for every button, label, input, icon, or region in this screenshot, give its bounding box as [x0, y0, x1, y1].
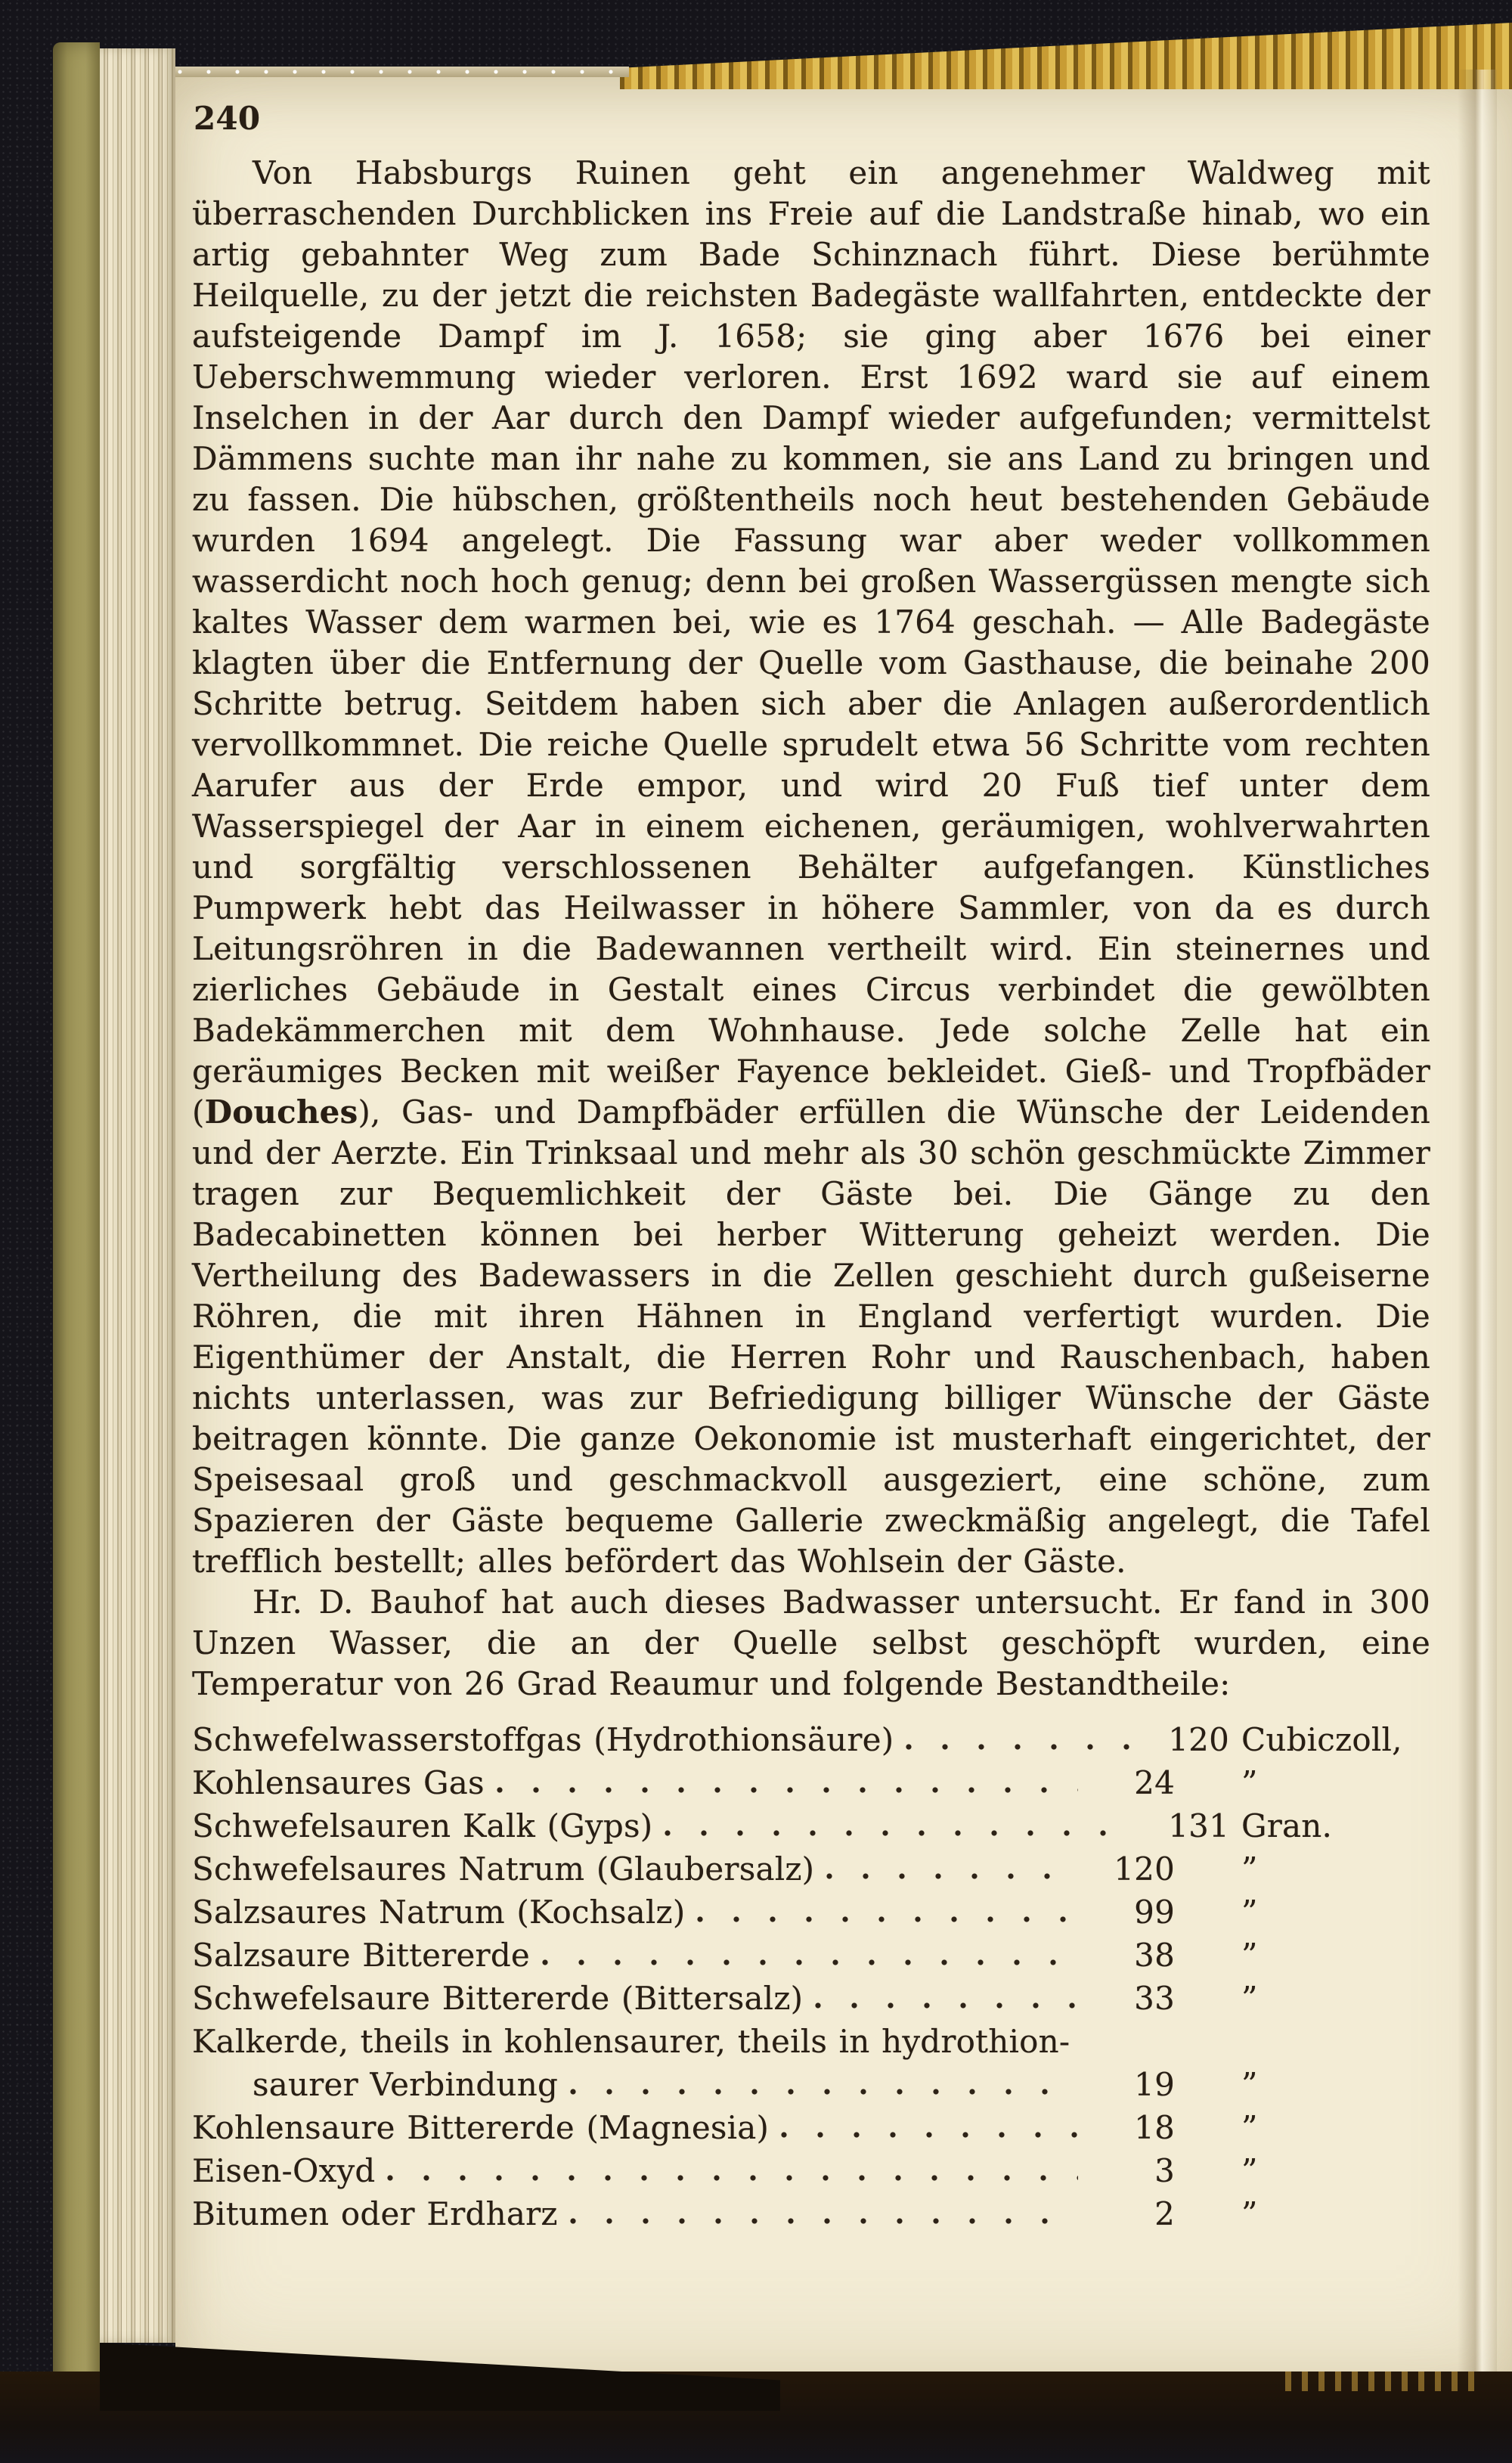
substance-unit: ”: [1241, 1850, 1258, 1888]
substance-label: Salzsaures Natrum (Kochsalz): [192, 1894, 686, 1931]
substance-unit: ”: [1241, 2195, 1258, 2232]
substance-unit: Cubiczoll,: [1241, 1721, 1402, 1758]
substance-label: saurer Verbindung: [253, 2066, 559, 2103]
substance-label: Schwefelsauren Kalk (Gyps): [192, 1807, 653, 1844]
substance-unit: ”: [1241, 1980, 1258, 2017]
substance-value: 33: [1134, 1980, 1175, 2017]
substance-label: Salzsaure Bittererde: [192, 1937, 530, 1974]
page-crease: [1458, 70, 1497, 2371]
bold-term: Douches: [204, 1093, 358, 1131]
substance-label: Schwefelsaure Bittererde (Bittersalz): [192, 1980, 804, 2017]
table-row: [192, 1847, 1430, 1891]
dot-leader: [542, 1958, 1078, 1967]
dot-leader: [497, 1785, 1078, 1795]
substance-label: Schwefelwasserstoffgas (Hydrothionsäure): [192, 1721, 894, 1758]
substance-unit: ”: [1241, 2066, 1258, 2103]
gilt-top-edge: [620, 23, 1512, 89]
substance-value: 3: [1154, 2152, 1175, 2189]
substance-unit: Gran.: [1241, 1807, 1333, 1844]
substance-unit: ”: [1241, 1764, 1258, 1801]
page-content: [192, 98, 1430, 2235]
dot-leader: [570, 2087, 1078, 2096]
page-edge-stack: [100, 48, 175, 2343]
table-row: [192, 2192, 1430, 2235]
substance-value: 120: [1168, 1721, 1229, 1758]
dot-leader: [781, 2130, 1078, 2139]
substance-unit: ”: [1241, 2152, 1258, 2189]
paragraph-1: Von Habsburgs Ruinen geht ein angenehmer Waldweg mit überraschenden Durchblicken ins Freie auf die Landstraße hinab, wo ein artig gebahnter Weg zum Bade Schinznach führt. Diese berühmte Heilquelle, zu der jetzt die reichsten Badegäste wallfahrten, entdeckte der aufsteigende Dampf im J. 1658; sie ging aber 1676 bei einer Ueberschwemmung wieder verloren. Erst 1692 ward sie auf einem Inselchen in der Aar durch den Dampf wieder aufgefunden; vermittelst Dämmens suchte man ihr nahe zu kommen, sie ans Land zu bringen und zu fassen. Die hübschen, größtentheils noch heut bestehenden Gebäude wurden 1694 angelegt. Die Fassung war aber weder vollkommen wasserdicht noch hoch genug; denn bei großen Wassergüssen mengte sich kaltes Wasser dem warmen bei, wie es 1764 geschah. — Alle Badegäste klagten über die Entfernung der Quelle vom Gasthause, die beinahe 200 Schritte betrug. Seitdem haben sich aber die Anlagen außerordentlich vervollkommnet. Die reiche Quelle sprudelt etwa 56 Schritte vom rechten Aarufer aus der Erde empor, und wird 20 Fuß tief unter dem Wasserspiegel der Aar in einem eichenen, geräumigen, wohlverwahrten und sorgfältig verschlossenen Behälter aufgefangen. Künstliches Pumpwerk hebt das Heilwasser in höhere Sammler, von da es durch Leitungsröhren in die Badewannen vertheilt wird. Ein steinernes und zierliches Gebäude in Gestalt eines Circus verbindet die gewölbten Badekämmerchen mit dem Wohnhause. Jede solche Zelle hat ein geräumiges Becken mit weißer Fayence bekleidet. Gieß- und Tropfbäder (Douches), Gas- und Dampfbäder erfüllen die Wünsche der Leidenden und der Aerzte. Ein Trinksaal und mehr als 30 schön geschmückte Zimmer tragen zur Bequemlichkeit der Gäste bei. Die Gänge zu den Badecabinetten können bei herber Witterung geheizt werden. Die Vertheilung des Badewassers in die Zellen geschieht durch gußeiserne Röhren, die mit ihren Hähnen in England verfertigt wurden. Die Eigenthümer der Anstalt, die Herren Rohr und Rauschenbach, haben nichts unterlassen, was zur Befriedigung billiger Wünsche der Gäste beitragen könnte. Die ganze Oekonomie ist musterhaft eingerichtet, der Speisesaal groß und geschmackvoll ausgeziert, eine schöne, zum Spazieren der Gäste bequeme Gallerie zweckmäßig angelegt, die Tafel trefflich bestellt; alles befördert das Wohlsein der Gäste.: [192, 154, 1430, 1580]
substance-unit: ”: [1241, 2109, 1258, 2146]
bottom-gilt-edge: [1285, 2371, 1482, 2391]
table-row: [192, 1977, 1430, 2020]
substance-label: Bitumen oder Erdharz: [192, 2195, 558, 2232]
dot-leader: [665, 1829, 1132, 1838]
substance-label: Kohlensaures Gas: [192, 1764, 485, 1801]
dot-leader: [570, 2216, 1078, 2226]
paragraph-2: Hr. D. Bauhof hat auch dieses Badwasser untersucht. Er fand in 300 Unzen Wasser, die an der Quelle selbst geschöpft wurden, eine Temperatur von 26 Grad Reaumur und folgende Bestandtheile:: [192, 1584, 1430, 1702]
table-row: [192, 2063, 1430, 2106]
table-row-prefix: Kalkerde, theils in kohlensaurer, theils in hydrothion-: [192, 2023, 1070, 2060]
substance-unit: ”: [1241, 1937, 1258, 1974]
substance-value: 99: [1134, 1894, 1175, 1931]
table-row: [192, 1804, 1430, 1847]
substance-unit: ”: [1241, 1894, 1258, 1931]
dot-leader: [906, 1742, 1132, 1751]
dot-leader: [387, 2173, 1078, 2182]
substance-value: 2: [1154, 2195, 1175, 2232]
substance-label: Eisen-Oxyd: [192, 2152, 376, 2189]
table-row: [192, 1718, 1430, 1761]
analysis-table: [192, 1718, 1430, 2235]
substance-value: 24: [1134, 1764, 1175, 1801]
book-cover-edge: [53, 42, 100, 2396]
substance-label: Kohlensaure Bittererde (Magnesia): [192, 2109, 770, 2146]
substance-value: 38: [1134, 1937, 1175, 1974]
substance-value: 131: [1168, 1807, 1229, 1844]
dot-leader: [815, 2001, 1078, 2010]
page-top-edge-line: [175, 67, 629, 77]
substance-value: 120: [1114, 1850, 1175, 1888]
table-row: [192, 2106, 1430, 2149]
substance-value: 19: [1134, 2066, 1175, 2103]
table-row: [192, 1891, 1430, 1934]
dot-leader: [826, 1872, 1078, 1881]
page-number: 240: [194, 100, 261, 137]
dot-leader: [697, 1915, 1078, 1924]
table-row: [192, 1761, 1430, 1804]
substance-label: Schwefelsaures Natrum (Glaubersalz): [192, 1850, 815, 1888]
substance-value: 18: [1134, 2109, 1175, 2146]
table-row: [192, 1934, 1430, 1977]
table-row: [192, 2149, 1430, 2192]
